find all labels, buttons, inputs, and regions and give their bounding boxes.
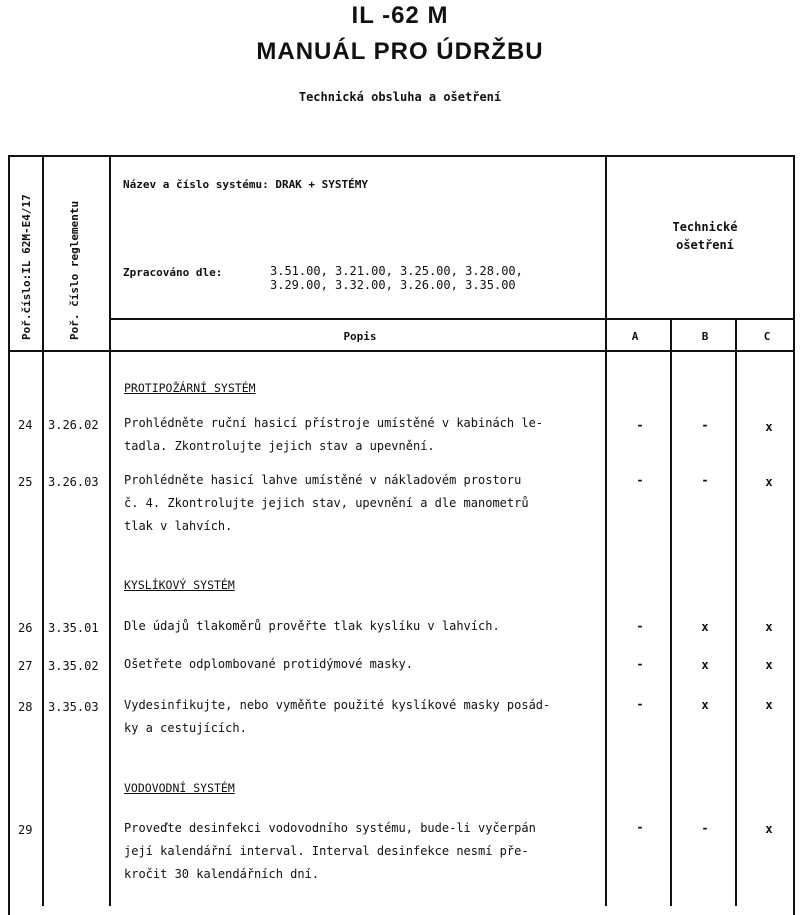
description-line: Prohlédněte ruční hasicí přístroje umístěné v kabinách le- [124, 416, 544, 430]
mark-a: - [636, 473, 644, 487]
row-number: 25 [18, 475, 33, 489]
grid-line [8, 350, 795, 352]
tech-header-line: Technické [672, 220, 738, 234]
description-line: Prohlédněte hasicí lahve umístěné v nákladovém prostoru [124, 473, 522, 487]
mark-c: x [765, 620, 773, 634]
row-number: 27 [18, 659, 33, 673]
description-line: kročit 30 kalendářních dní. [124, 867, 320, 881]
row-description [124, 817, 604, 886]
row-number: 28 [18, 700, 33, 714]
description-line: ky a cestujících. [124, 721, 247, 735]
description-line: tadla. Zkontrolujte jejich stav a upevnění. [124, 439, 435, 453]
grid-line [670, 318, 672, 906]
mark-b: - [701, 473, 709, 487]
row-reglement: 3.26.03 [48, 475, 99, 489]
row-reglement: 3.26.02 [48, 418, 99, 432]
row-description [124, 469, 604, 538]
mark-a: - [636, 619, 644, 633]
tech-header [620, 218, 790, 254]
mark-b: - [701, 418, 709, 432]
row-reglement: 3.35.01 [48, 621, 99, 635]
mark-c: x [765, 475, 773, 489]
mark-b: - [701, 821, 709, 835]
description-line: Dle údajů tlakoměrů prověřte tlak kyslíku v lahvích. [124, 619, 500, 633]
description-line: tlak v lahvích. [124, 519, 233, 533]
processed-refs-line: 3.51.00, 3.21.00, 3.25.00, 3.28.00, [270, 264, 523, 278]
col-header-por-reglement: Poř. číslo reglementu [68, 200, 81, 340]
col-header-c: C [763, 330, 771, 343]
mark-b: x [701, 698, 709, 712]
mark-c: x [765, 420, 773, 434]
row-description [124, 653, 604, 676]
row-number: 26 [18, 621, 33, 635]
grid-line [109, 155, 111, 906]
grid-line [605, 155, 607, 906]
mark-a: - [636, 418, 644, 432]
description-line: Proveďte desinfekci vodovodního systému, bude-li vyčerpán [124, 821, 536, 835]
row-description [124, 694, 604, 740]
mark-c: x [765, 658, 773, 672]
row-reglement: 3.35.03 [48, 700, 99, 714]
row-description [124, 615, 604, 638]
tech-header-line: ošetření [676, 238, 734, 252]
grid-line [735, 318, 737, 906]
mark-a: - [636, 820, 644, 834]
mark-c: x [765, 822, 773, 836]
mark-b: x [701, 658, 709, 672]
section-title: PROTIPOŽÁRNÍ SYSTÉM [124, 381, 256, 395]
page-title-model: IL -62 M [351, 2, 449, 29]
page-subtitle: Technická obsluha a ošetření [298, 90, 502, 104]
row-reglement: 3.35.02 [48, 659, 99, 673]
mark-c: x [765, 698, 773, 712]
description-line: její kalendářní interval. Interval desinfekce nesmí pře- [124, 844, 529, 858]
processed-refs [270, 264, 523, 292]
processed-label: Zpracováno dle: [123, 266, 223, 279]
section-title: VODOVODNÍ SYSTÉM [124, 781, 235, 795]
grid-line [42, 155, 44, 906]
page-title-manual: MANUÁL PRO ÚDRŽBU [256, 38, 544, 65]
grid-line [109, 318, 795, 320]
row-description [124, 412, 604, 458]
section-title: KYSLÍKOVÝ SYSTÉM [124, 578, 235, 592]
description-line: Vydesinfikujte, nebo vyměňte použité kyslíkové masky posád- [124, 698, 551, 712]
col-header-por-cislo: Poř.číslo:IL 62M-E4/17 [20, 194, 33, 340]
description-line: Ošetřete odplombované protidýmové masky. [124, 657, 413, 671]
mark-a: - [636, 697, 644, 711]
row-number: 24 [18, 418, 33, 432]
col-header-popis: Popis [343, 330, 377, 343]
row-number: 29 [18, 823, 33, 837]
mark-b: x [701, 620, 709, 634]
system-name: Název a číslo systému: DRAK + SYSTÉMY [123, 178, 369, 191]
description-line: č. 4. Zkontrolujte jejich stav, upevnění a dle manometrů [124, 496, 529, 510]
mark-a: - [636, 657, 644, 671]
col-header-a: A [631, 330, 639, 343]
processed-refs-line: 3.29.00, 3.32.00, 3.26.00, 3.35.00 [270, 278, 516, 292]
col-header-b: B [701, 330, 709, 343]
